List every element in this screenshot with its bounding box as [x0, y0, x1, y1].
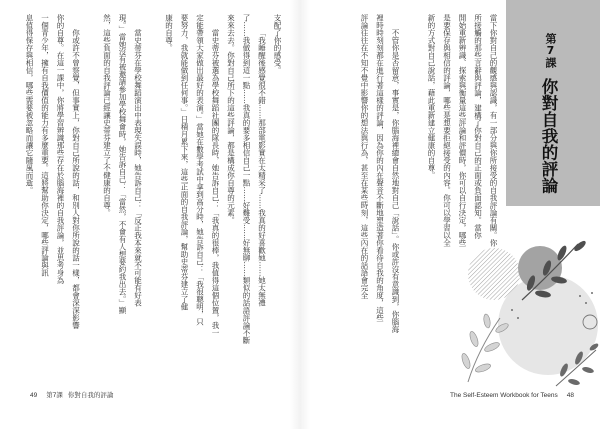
text-column: 你或許不曾察覺，但事實上，你對自己所說的話，和別人對你所說的話一樣，都會深深影響: [71, 29, 81, 329]
chapter-header-band: [506, 0, 600, 206]
chapter-label: 第7課: [544, 33, 557, 68]
text-column: 來來去去。你對自己所下的這些評論，都是構成你自尊的元素。: [226, 14, 236, 224]
book-title: The Self-Esteem Workbook for Teens: [449, 392, 558, 399]
text-column: 你的自尊。在這一課中，你將學習辨識那些存在於腦海裡的自我評論，並思考身為: [56, 14, 65, 284]
text-column: 當下你對自己的觀感與認識，有一部分與你所接受的自我評論有關。你: [489, 14, 498, 247]
text-column: 「我睡醒後感覺很不錯……那部電影實在太精采了……我真的好喜歡她……她太無禮: [257, 29, 267, 307]
text-column: 當史蒂芬在學校舞蹈演出中表現失誤時，她告訴自己：「反正我本來就不可能有好表: [133, 29, 143, 307]
chapter-title: 你對自我的評論: [539, 78, 558, 194]
right-page-footer: [450, 391, 574, 400]
text-column: 是要保存與相信的評論，哪些是想要拒絕接受的內容。你可以學習以全: [442, 14, 452, 247]
running-head-chapter-label: 第7課: [46, 392, 63, 399]
text-column: 開始重新辨識、探索與衡量這些評論和評價時，你可以自行決定，哪些: [458, 14, 467, 247]
paragraph-gap: [84, 14, 100, 360]
page-number: 49: [30, 392, 38, 399]
text-column: 不管你是否留意，事實是，你腦海裡總會自然地對自己「說話」。你或許沒有意識到，你腦海: [391, 29, 400, 333]
text-column: 要努力，我就能做到任何事。」日積月累下來，這些正面的自我評論，幫助史蒂芬建立了健: [180, 14, 189, 311]
text-column: 評論往往在不知不覺中影響你的想法與行為，甚至在某些時刻，這些內在的話語會完全: [360, 14, 369, 299]
text-column: 所接觸的那些言辭與評論，建構了你對自己的正面或負面認知。當你: [473, 14, 483, 239]
page-number: 48: [566, 392, 574, 399]
text-column: 現。」當她沒有被邀請參加學校舞會時，她告訴自己：「當然，不會有人想要約我出去。」顯: [118, 14, 127, 314]
text-column: 裡時時刻刻都在進行著這樣的評論，因為你的內在聲音不斷地塑造著你看待自我的角度，這些: [375, 14, 385, 322]
text-column: 一個青少年，擁有自我價值的能力有多麼重要。這將幫助你決定，哪些評論與訊: [40, 14, 50, 277]
decorative-hatched-circle: [468, 248, 520, 300]
text-column: 新的方式對自己說話，藉此重新建立健康的自尊。: [427, 14, 436, 179]
text-column: 然，這些負面的自我評論已經讓史蒂芬建立了不健康的自尊。: [102, 14, 112, 217]
paragraph-gap: [146, 14, 162, 360]
text-column: 了……我做得到這一點……我真的要多相信自己一點……好難受……好無聊……類似的話語評論不斷: [242, 14, 251, 344]
text-column: 康的自尊。: [164, 14, 174, 52]
text-column: 定能帶領大家做出最好的表演。」當她在數學考試中拿到高分時，她告訴自己：「我很聰明，只: [195, 14, 205, 326]
text-column: 息值得保存與相信，哪些需要被忽略而讓它隨風而逝。: [25, 14, 34, 194]
text-column: 支配了你的感受。: [273, 14, 282, 74]
right-page: [300, 0, 600, 429]
chapter-intro: [420, 14, 501, 254]
left-page-body: [15, 14, 285, 360]
right-page-body: [350, 14, 403, 360]
text-column: 當史蒂芬被選為學校舞蹈社團的隊長時，她告訴自己：「我真的很棒，我值得這個位置，我一: [211, 29, 220, 337]
running-head-chapter-title: 你對自我的評論: [67, 392, 114, 399]
left-page-footer: [30, 391, 113, 400]
